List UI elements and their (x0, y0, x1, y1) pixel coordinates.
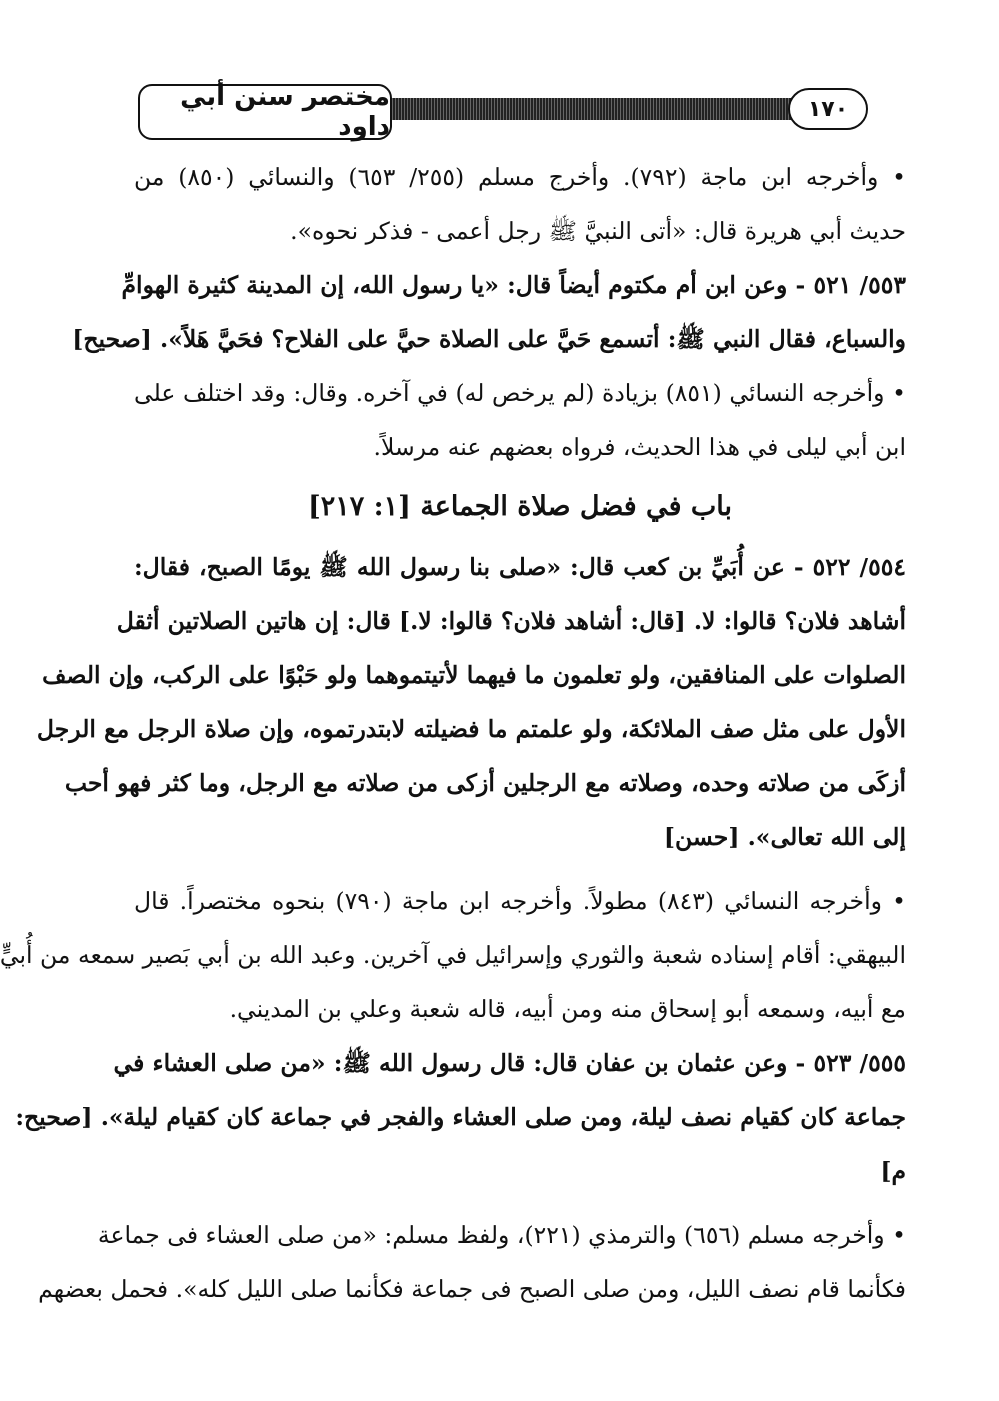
hadith-line: جماعة كان كقيام نصف ليلة، ومن صلى العشاء والفجر في جماعة كان كقيام ليلة». [صحيح: (15, 1103, 906, 1131)
hadith-line: ٥٥٤/ ٥٢٢ - عن أُبَيِّ بن كعب قال: «صلى بنا رسول الله ﷺ يومًا الصبح، فقال: (134, 553, 907, 581)
hadith-line: الصلوات على المنافقين، ولو تعلمون ما فيهما لأتيتموهما ولو حَبْوًا على الركب، وإن الصف (42, 661, 906, 689)
text-line: • وأخرجه النسائي (٨٥١) بزيادة (لم يرخص له) في آخره. وقال: وقد اختلف على (134, 379, 906, 407)
text-line: • وأخرجه ابن ماجة (٧٩٢). وأخرج مسلم (٢٥٥/ ٦٥٣) والنسائي (٨٥٠) من (134, 163, 906, 191)
hadith-line: ٥٥٥/ ٥٢٣ - وعن عثمان بن عفان قال: قال رسول الله ﷺ: «من صلى العشاء في (113, 1049, 906, 1077)
page-header (138, 82, 912, 142)
text-line: • وأخرجه النسائي (٨٤٣) مطولاً. وأخرجه ابن ماجة (٧٩٠) بنحوه مختصراً. قال (134, 887, 906, 915)
hadith-line: ٥٥٣/ ٥٢١ - وعن ابن أم مكتوم أيضاً قال: «يا رسول الله، إن المدينة كثيرة الهوامِّ (121, 271, 906, 299)
book-title: مختصر سنن أبي داود (138, 84, 392, 140)
text-line: فكأنما قام نصف الليل، ومن صلى الصبح فى جماعة فكأنما صلى الليل كله». فحمل بعضهم (38, 1275, 906, 1303)
page-number: ١٧٠ (788, 88, 868, 130)
hadith-line: إلى الله تعالى». [حسن] (663, 823, 906, 851)
hadith-line: أزكَى من صلاته وحده، وصلاته مع الرجلين أزكى من صلاته مع الرجل، وما كثر فهو أحب (64, 769, 906, 797)
page-body (0, 150, 907, 1316)
text-line: حديث أبي هريرة قال: «أتى النبيَّ ﷺ رجل أعمى - فذكر نحوه». (290, 217, 906, 245)
hadith-line: أشاهد فلان؟ قالوا: لا. [قال: أشاهد فلان؟ قالوا: لا.] قال: إن هاتين الصلاتين أثقل (116, 607, 906, 635)
hadith-line: م] (880, 1157, 906, 1185)
text-line: مع أبيه، وسمعه أبو إسحاق منه ومن أبيه، قاله شعبة وعلي بن المديني. (229, 995, 906, 1023)
text-line: • وأخرجه مسلم (٦٥٦) والترمذي (٢٢١)، ولفظ مسلم: «من صلى العشاء فى جماعة (97, 1221, 906, 1249)
text-line: ابن أبي ليلى في هذا الحديث، فرواه بعضهم عنه مرسلاً. (373, 433, 906, 461)
text-line: البيهقي: أقام إسناده شعبة والثوري وإسرائيل في آخرين. وعبد الله بن أبي بَصير سمعه من أُبيٍّ (0, 941, 906, 969)
chapter-heading: باب في فضل صلاة الجماعة [١: ٢١٧] (307, 491, 733, 522)
hadith-line: الأول على مثل صف الملائكة، ولو علمتم ما فضيلته لابتدرتموه، وإن صلاة الرجل مع الرجل (36, 715, 906, 743)
header-decorative-bar (384, 98, 807, 120)
hadith-line: والسباع، فقال النبي ﷺ: أتسمع حَيَّ على الصلاة حيَّ على الفلاح؟ فحَيَّ هَلاً». [صحيح] (72, 325, 906, 353)
